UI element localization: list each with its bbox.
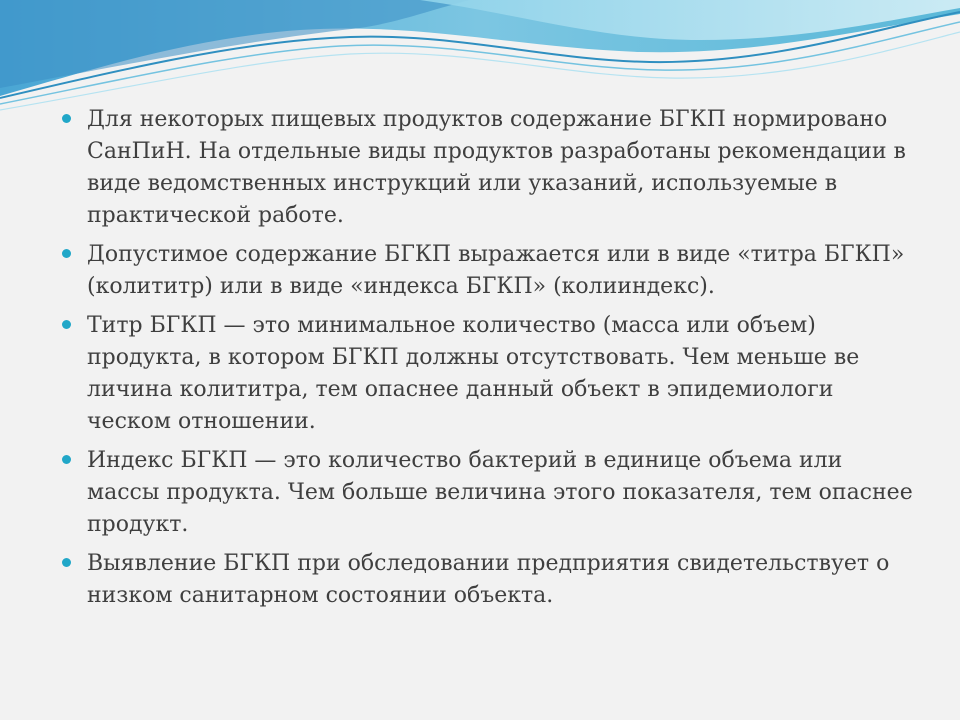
bullet-text: Выявление БГКП при обследовании предприятия свидетельствует о низком санитарном состоянии объекта. bbox=[87, 551, 890, 608]
bullet-item bbox=[60, 104, 920, 232]
bullet-item bbox=[60, 445, 920, 541]
bullet-item bbox=[60, 239, 920, 303]
bullet-text: Допустимое содержание БГКП выражается или в виде «титра БГКП» (колититр) или в виде «индекса БГКП» (колииндекс). bbox=[87, 242, 905, 299]
bullet-dot-icon bbox=[62, 114, 71, 123]
bullet-dot-icon bbox=[62, 320, 71, 329]
bullet-item bbox=[60, 310, 920, 438]
bullet-text: Титр БГКП — это минимальное количество (масса или объем) продукта, в котором БГКП должны отсутствовать. Чем меньше ве личина колититра, тем опаснее данный объект в эпидемиологи ческом отношении. bbox=[87, 313, 860, 434]
bullet-text: Индекс БГКП — это количество бактерий в единице объема или массы продукта. Чем больше величина этого показателя, тем опаснее продукт. bbox=[87, 448, 913, 537]
bullet-dot-icon bbox=[62, 455, 71, 464]
bullet-text: Для некоторых пищевых продуктов содержание БГКП нормировано СанПиН. На отдельные виды продуктов разработаны рекомендации в виде ведомственных инструкций или указаний, используемые в практической работе. bbox=[87, 107, 906, 228]
bullet-dot-icon bbox=[62, 249, 71, 258]
bullet-list bbox=[60, 104, 920, 619]
bullet-dot-icon bbox=[62, 558, 71, 567]
bullet-item bbox=[60, 548, 920, 612]
header-wave-decoration bbox=[0, 0, 960, 120]
